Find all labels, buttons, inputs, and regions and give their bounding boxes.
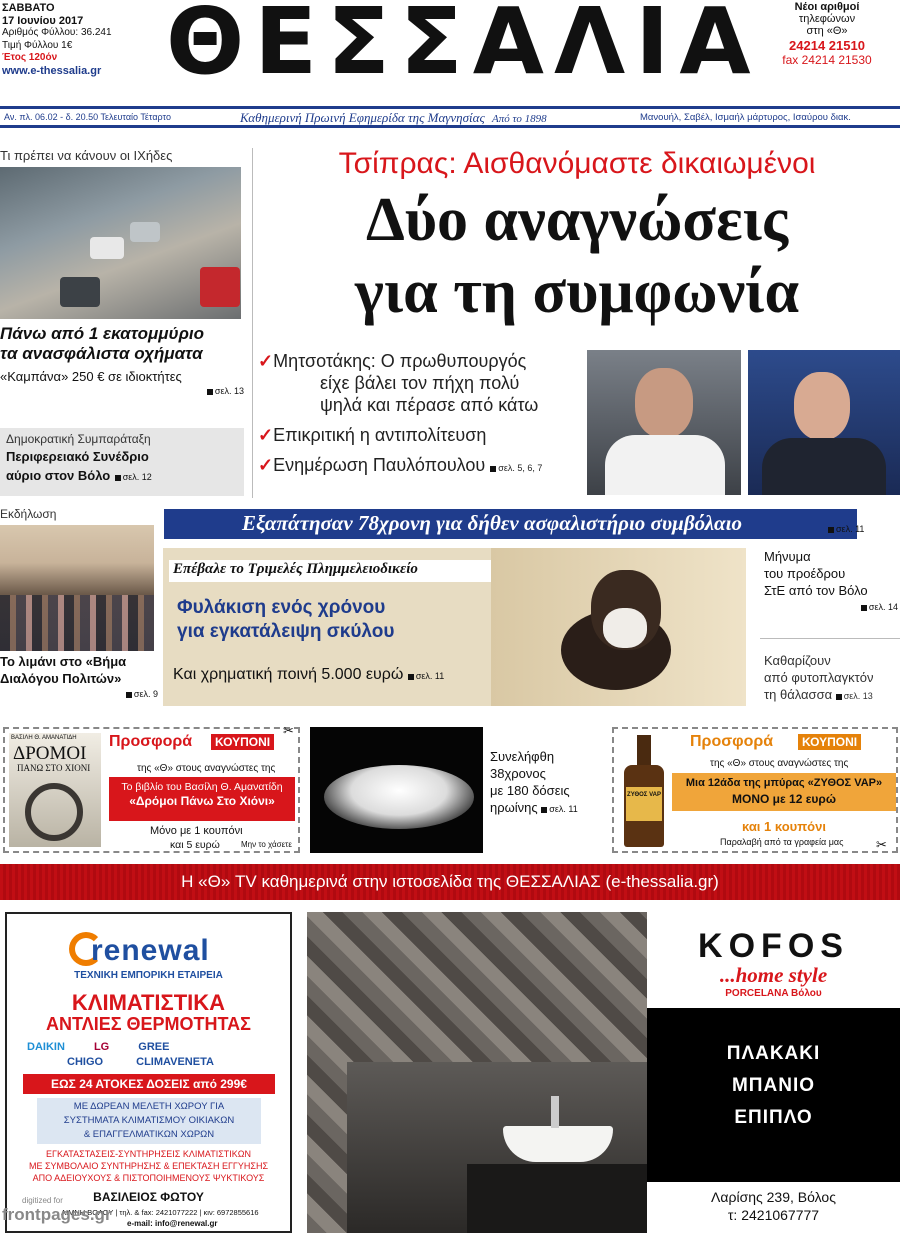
right2-l1: Καθαρίζουν [764, 653, 831, 668]
masthead-left-info [2, 2, 162, 77]
kofos-ad[interactable] [307, 912, 900, 1233]
kofos-logo-panel [647, 912, 900, 1008]
lead-main-1: Δύο αναγνώσεις [365, 186, 789, 254]
name-days: Μανουήλ, Σαβέλ, Ισμαήλ μάρτυρος, Ισαύρου διακ. [640, 112, 851, 123]
right1-page: σελ. 14 [868, 602, 898, 612]
brand-climaveneta: CLIMAVENETA [136, 1056, 214, 1068]
bathroom-photo [307, 912, 647, 1233]
brand-daikin: DAIKIN [27, 1041, 65, 1053]
left2-headline-1: Περιφερειακό Συνέδριο [6, 449, 149, 464]
square-bullet-icon [115, 475, 121, 481]
kofos-phone: τ: 2421067777 [727, 1207, 820, 1223]
left1-headline-2: τα ανασφάλιστα οχήματα [0, 344, 203, 363]
dog-page-ref [408, 671, 444, 681]
right2-page: σελ. 13 [843, 691, 873, 701]
car-shape [90, 237, 124, 259]
coupon1-l3: «Δρόμοι Πάνω Στο Χιόνι» [129, 794, 275, 808]
event-headline-2: Διαλόγου Πολιτών» [0, 671, 122, 686]
event-page: σελ. 9 [133, 689, 158, 699]
dog-kicker [169, 560, 491, 582]
drugs-line-4 [490, 799, 606, 818]
dog-sub-line [173, 666, 444, 684]
scissors-icon: ✂ [876, 837, 887, 852]
lead-bullet-3 [258, 454, 588, 479]
info-bar [0, 106, 900, 128]
pharmacy-info: Αν. πλ. 06.02 - δ. 20.50 Τελευταίο Τέταρτο [4, 112, 171, 122]
coupon-book[interactable] [3, 723, 300, 853]
person-head [635, 368, 693, 438]
person-suit [605, 435, 725, 495]
renewal-study-2: ΣΥΣΤΗΜΑΤΑ ΚΛΙΜΑΤΙΣΜΟΥ ΟΙΚΙΑΚΩΝ [63, 1115, 235, 1126]
renewal-ad[interactable] [5, 912, 292, 1233]
event-page-ref [0, 689, 158, 699]
coupon1-offer: Προσφορά [109, 733, 193, 750]
phone-number: 24214 21510 [789, 38, 865, 53]
coupon2-badge-text: ΚΟΥΠΟΝΙ [802, 735, 858, 749]
dog-headline [177, 596, 394, 644]
fraud-bar-text: Εξαπάτησαν 78χρονη για δήθεν ασφαλιστήριο συμβόλαιο [242, 511, 742, 535]
tagline-since: Από το 1898 [492, 113, 547, 125]
phones-label-2: τηλεφώνων [798, 13, 856, 25]
left1-headline-1: Πάνω από 1 εκατομμύριο [0, 324, 204, 343]
lead-b2: Επικριτική η αντιπολίτευση [273, 425, 487, 445]
heroin-photo [310, 727, 483, 853]
renewal-installments-box [23, 1074, 275, 1094]
sink-basin [503, 1126, 613, 1162]
masthead-price: Τιμή Φύλλου 1€ [2, 39, 73, 51]
masthead-date: 17 Ιουνίου 2017 [2, 14, 84, 27]
dog-page: σελ. 11 [415, 671, 445, 681]
renewal-t1: ΚΛΙΜΑΤΙΣΤΙΚΑ [71, 990, 226, 1015]
left1-page-ref [0, 386, 244, 396]
dog-photo [491, 548, 746, 706]
masthead-day: ΣΑΒΒΑΤΟ [2, 2, 55, 14]
scissors-icon: ✂ [283, 723, 294, 738]
beer-bottle [622, 735, 666, 847]
renewal-study-3: & ΕΠΑΓΓΕΛΜΑΤΙΚΩΝ ΧΩΡΩΝ [83, 1129, 215, 1140]
renewal-sub: ΤΕΧΝΙΚΗ ΕΜΠΟΡΙΚΗ ΕΤΑΙΡΕΙΑ [74, 970, 223, 981]
car-shape [60, 277, 100, 307]
watermark [2, 1196, 112, 1225]
right-divider [760, 638, 900, 639]
right-brief-message[interactable] [764, 548, 900, 616]
watermark-l2: frontpages.gr [2, 1205, 112, 1224]
drugs-page: σελ. 11 [549, 804, 578, 814]
fraud-page: σελ. 11 [836, 524, 865, 534]
tagline [240, 110, 547, 126]
coupon2-l4: και 1 κουπόνι [742, 819, 826, 834]
watermark-l1: digitized for [22, 1196, 63, 1205]
bottle-neck [637, 735, 651, 769]
square-bullet-icon [836, 694, 842, 700]
phones-label-1: Νέοι αριθμοί [794, 1, 860, 13]
coupon2-l1: της «Θ» στους αναγνώστες της [710, 758, 849, 769]
check-icon: ✓ [258, 455, 274, 475]
tv-bar[interactable] [0, 864, 900, 900]
left2-page-ref [115, 472, 152, 482]
check-icon: ✓ [258, 425, 274, 445]
phones-label-3: στη «Θ» [806, 25, 848, 37]
coupon-beer[interactable] [612, 727, 898, 853]
renewal-svc-3: ΑΠΟ ΑΔΕΙΟΥΧΟΥΣ & ΠΙΣΤΟΠΟΙΗΜΕΝΟΥΣ ΨΥΚΤΙΚΟΥΣ [32, 1173, 265, 1183]
crowd-shape [0, 595, 154, 651]
drugs-l1: Συνελήφθη [490, 749, 555, 764]
fraud-page-ref [828, 524, 864, 534]
masthead-issue: Αριθμός Φύλλου: 36.241 [2, 27, 112, 38]
drugs-l3: με 180 δόσεις [490, 783, 570, 798]
lead-bullet-1 [258, 350, 588, 372]
person-suit [762, 438, 886, 495]
kofos-style: ...home style [719, 963, 828, 987]
masthead-year: Έτος 120όν [2, 52, 58, 63]
brand-lg: LG [93, 1041, 110, 1053]
renewal-brands [27, 1040, 277, 1070]
renewal-services [7, 1148, 290, 1184]
photo-mitsotakis [748, 350, 900, 495]
right2-l2: από φυτοπλαγκτόν [764, 670, 874, 685]
masthead-site[interactable]: www.e-thessalia.gr [2, 64, 102, 77]
bottle-label: ΖΥΘΟΣ VAP [626, 787, 662, 821]
lead-bullets [258, 350, 588, 479]
book-cover [9, 733, 101, 847]
left2-kicker: Δημοκρατική Συμπαράταξη [6, 432, 151, 446]
brand-gree: GREE [138, 1041, 170, 1053]
square-bullet-icon [490, 466, 496, 472]
dog-story[interactable] [163, 548, 746, 706]
left1-sub: «Καμπάνα» 250 € σε ιδιοκτήτες [0, 369, 182, 384]
renewal-t2: ΑΝΤΛΙΕΣ ΘΕΡΜΟΤΗΤΑΣ [46, 1014, 251, 1034]
lead-red-title: Τσίπρας: Αισθανόμαστε δικαιωμένοι [338, 147, 816, 180]
brand-chigo: CHIGO [67, 1056, 104, 1068]
kofos-w3: ΕΠΙΠΛΟ [734, 1107, 813, 1128]
book-illustration [25, 783, 83, 841]
left2-headline-2: αύριο στον Βόλο [6, 468, 111, 483]
square-bullet-icon [207, 389, 213, 395]
book-title-1: ΔΡΟΜΟΙ [13, 743, 87, 764]
right-brief-sea[interactable] [764, 652, 900, 705]
fraud-bar[interactable] [164, 509, 857, 539]
coupon1-badge-text: ΚΟΥΠΟΝΙ [215, 735, 271, 749]
lead-page-ref [490, 463, 542, 473]
renewal-contact: ΛΙΜΝΗ ΒΟΛΟΥ | τηλ. & fax: 2421077222 | κιν: 6972855616 [61, 1208, 259, 1217]
dog-kicker-text: Επέβαλε το Τριμελές Πλημμελειοδικείο [173, 561, 418, 577]
right1-l1: Μήνυμα [764, 549, 811, 564]
dog-sub: Και χρηματική ποινή 5.000 ευρώ [173, 666, 404, 683]
fax-number: fax 24214 21530 [782, 53, 872, 67]
masthead-phones [756, 1, 898, 66]
column-divider [252, 148, 253, 498]
left1-headline [0, 324, 244, 364]
left-story-congress[interactable] [0, 428, 244, 496]
drugs-page-ref [541, 804, 577, 814]
dog-headline-2: για εγκατάλειψη σκύλου [177, 621, 395, 642]
coupon1-l1: της «Θ» στους αναγνώστες της [137, 763, 276, 774]
event-story[interactable] [0, 507, 158, 717]
renewal-svc-2: ΜΕ ΣΥΜΒΟΛΑΙΟ ΣΥΝΤΗΡΗΣΗΣ & ΕΠΕΚΤΑΣΗ ΕΓΓΥΗΣΗΣ [28, 1161, 269, 1171]
right2-line-3 [764, 686, 900, 705]
coupon1-l4: Μόνο με 1 κουπόνι [150, 825, 243, 837]
drugs-l4: ηρωίνης [490, 800, 538, 815]
right2-l3: τη θάλασσα [764, 687, 833, 702]
renewal-study [37, 1098, 261, 1144]
kofos-address-panel [647, 1182, 900, 1233]
renewal-email[interactable]: e-mail: info@renewal.gr [127, 1219, 218, 1228]
powder-pile [324, 765, 474, 829]
coupon1-l6: Μην το χάσετε [241, 840, 292, 849]
tv-bar-text: Η «Θ» TV καθημερινά στην ιστοσελίδα της ΘΕΣΣΑΛΙΑΣ (e-thessalia.gr) [181, 872, 719, 891]
kofos-address: Λαρίσης 239, Βόλος [711, 1189, 836, 1205]
square-bullet-icon [861, 605, 867, 611]
left2-line-2 [6, 467, 238, 485]
coupon1-box [109, 777, 295, 821]
square-bullet-icon [541, 807, 547, 813]
kofos-sub: PORCELANA Βόλου [725, 988, 822, 999]
lead-main-2: για τη συμφωνία [354, 258, 800, 326]
square-bullet-icon [828, 527, 834, 533]
lead-bullet-2 [258, 424, 588, 446]
renewal-installments: ΕΩΣ 24 ΑΤΟΚΕΣ ΔΟΣΕΙΣ από 299€ [51, 1077, 247, 1091]
coupon2-l2: Μια 12άδα της μπύρας «ΖΥΘΟΣ VAP» [685, 777, 883, 789]
heroin-story[interactable] [490, 748, 606, 818]
coupon2-box [672, 773, 896, 811]
book-author: ΒΑΣΙΛΗ Θ. ΑΜΑΝΑΤΙΔΗ [11, 735, 77, 741]
car-shape [130, 222, 160, 242]
right1-l2: του προέδρου [764, 566, 846, 581]
book-title-2: ΠΑΝΩ ΣΤΟ ΧΙΟΝΙ [17, 763, 91, 773]
kofos-words [647, 1038, 900, 1134]
lead-page: σελ. 5, 6, 7 [498, 463, 543, 473]
event-headline-1: Το λιμάνι στο «Βήμα [0, 654, 127, 669]
lead-main-headline[interactable] [262, 184, 892, 328]
dog-snout [603, 608, 647, 648]
faucet [551, 1096, 559, 1128]
event-headline [0, 653, 158, 687]
left1-page: σελ. 13 [214, 386, 244, 396]
check-icon: ✓ [258, 351, 274, 371]
car-shape [200, 267, 240, 307]
event-photo [0, 525, 154, 651]
left1-kicker: Τι πρέπει να κάνουν οι ΙΧήδες [0, 148, 173, 163]
masthead [0, 0, 900, 106]
coupon1-badge [211, 734, 274, 750]
lead-b3: Ενημέρωση Παυλόπουλου [273, 455, 486, 475]
kofos-brand: KOFOS [698, 927, 849, 965]
traffic-photo [0, 167, 241, 319]
renewal-svc-1: ΕΓΚΑΤΑΣΤΑΣΕΙΣ-ΣΥΝΤΗΡΗΣΕΙΣ ΚΛΙΜΑΤΙΣΤΙΚΩΝ [46, 1149, 251, 1159]
coupon2-l5: Παραλαβή από τα γραφεία μας [720, 837, 844, 847]
tagline-text: Καθημερινή Πρωινή Εφημερίδα της Μαγνησίας [240, 110, 485, 125]
kofos-w2: ΜΠΑΝΙΟ [731, 1075, 816, 1096]
renewal-owner: ΒΑΣΙΛΕΙΟΣ ΦΩΤΟΥ [93, 1190, 204, 1204]
coupon1-l5: και 5 ευρώ [170, 839, 220, 851]
right2-page-ref [836, 691, 873, 701]
event-kicker: Εκδήλωση [0, 507, 57, 521]
coupon2-l3: ΜΟΝΟ με 12 ευρώ [732, 792, 836, 806]
lead-b1-1: Μητσοτάκης: Ο πρωθυπουργός [273, 351, 527, 371]
lead-b1-3: ψηλά και πέρασε από κάτω [320, 395, 539, 415]
coupon1-l2: Το βιβλίο του Βασίλη Θ. Αμανατίδη [121, 781, 283, 793]
photo-tsipras [587, 350, 741, 495]
kofos-w1: ΠΛΑΚΑΚΙ [726, 1043, 821, 1064]
cabinet [467, 1164, 647, 1233]
right1-l3: ΣτΕ από τον Βόλο [764, 583, 868, 598]
renewal-study-1: ΜΕ ΔΩΡΕΑΝ ΜΕΛΕΤΗ ΧΩΡΟΥ ΓΙΑ [73, 1101, 225, 1112]
coupon2-offer: Προσφορά [690, 733, 774, 750]
square-bullet-icon [408, 674, 414, 680]
coupon2-badge [798, 734, 861, 750]
square-bullet-icon [126, 692, 132, 698]
dog-headline-1: Φυλάκιση ενός χρόνου [177, 597, 386, 618]
masthead-title: ΘΕΣΣΑΛΙΑ [166, 0, 761, 95]
lead-b1-2: είχε βάλει τον πήχη πολύ [320, 373, 520, 393]
person-head [794, 372, 850, 440]
renewal-brand: renewal [91, 934, 210, 967]
left2-page: σελ. 12 [122, 472, 152, 482]
left-story-cars[interactable] [0, 148, 244, 418]
right1-page-ref [764, 599, 900, 616]
drugs-l2: 38χρονος [490, 766, 546, 781]
